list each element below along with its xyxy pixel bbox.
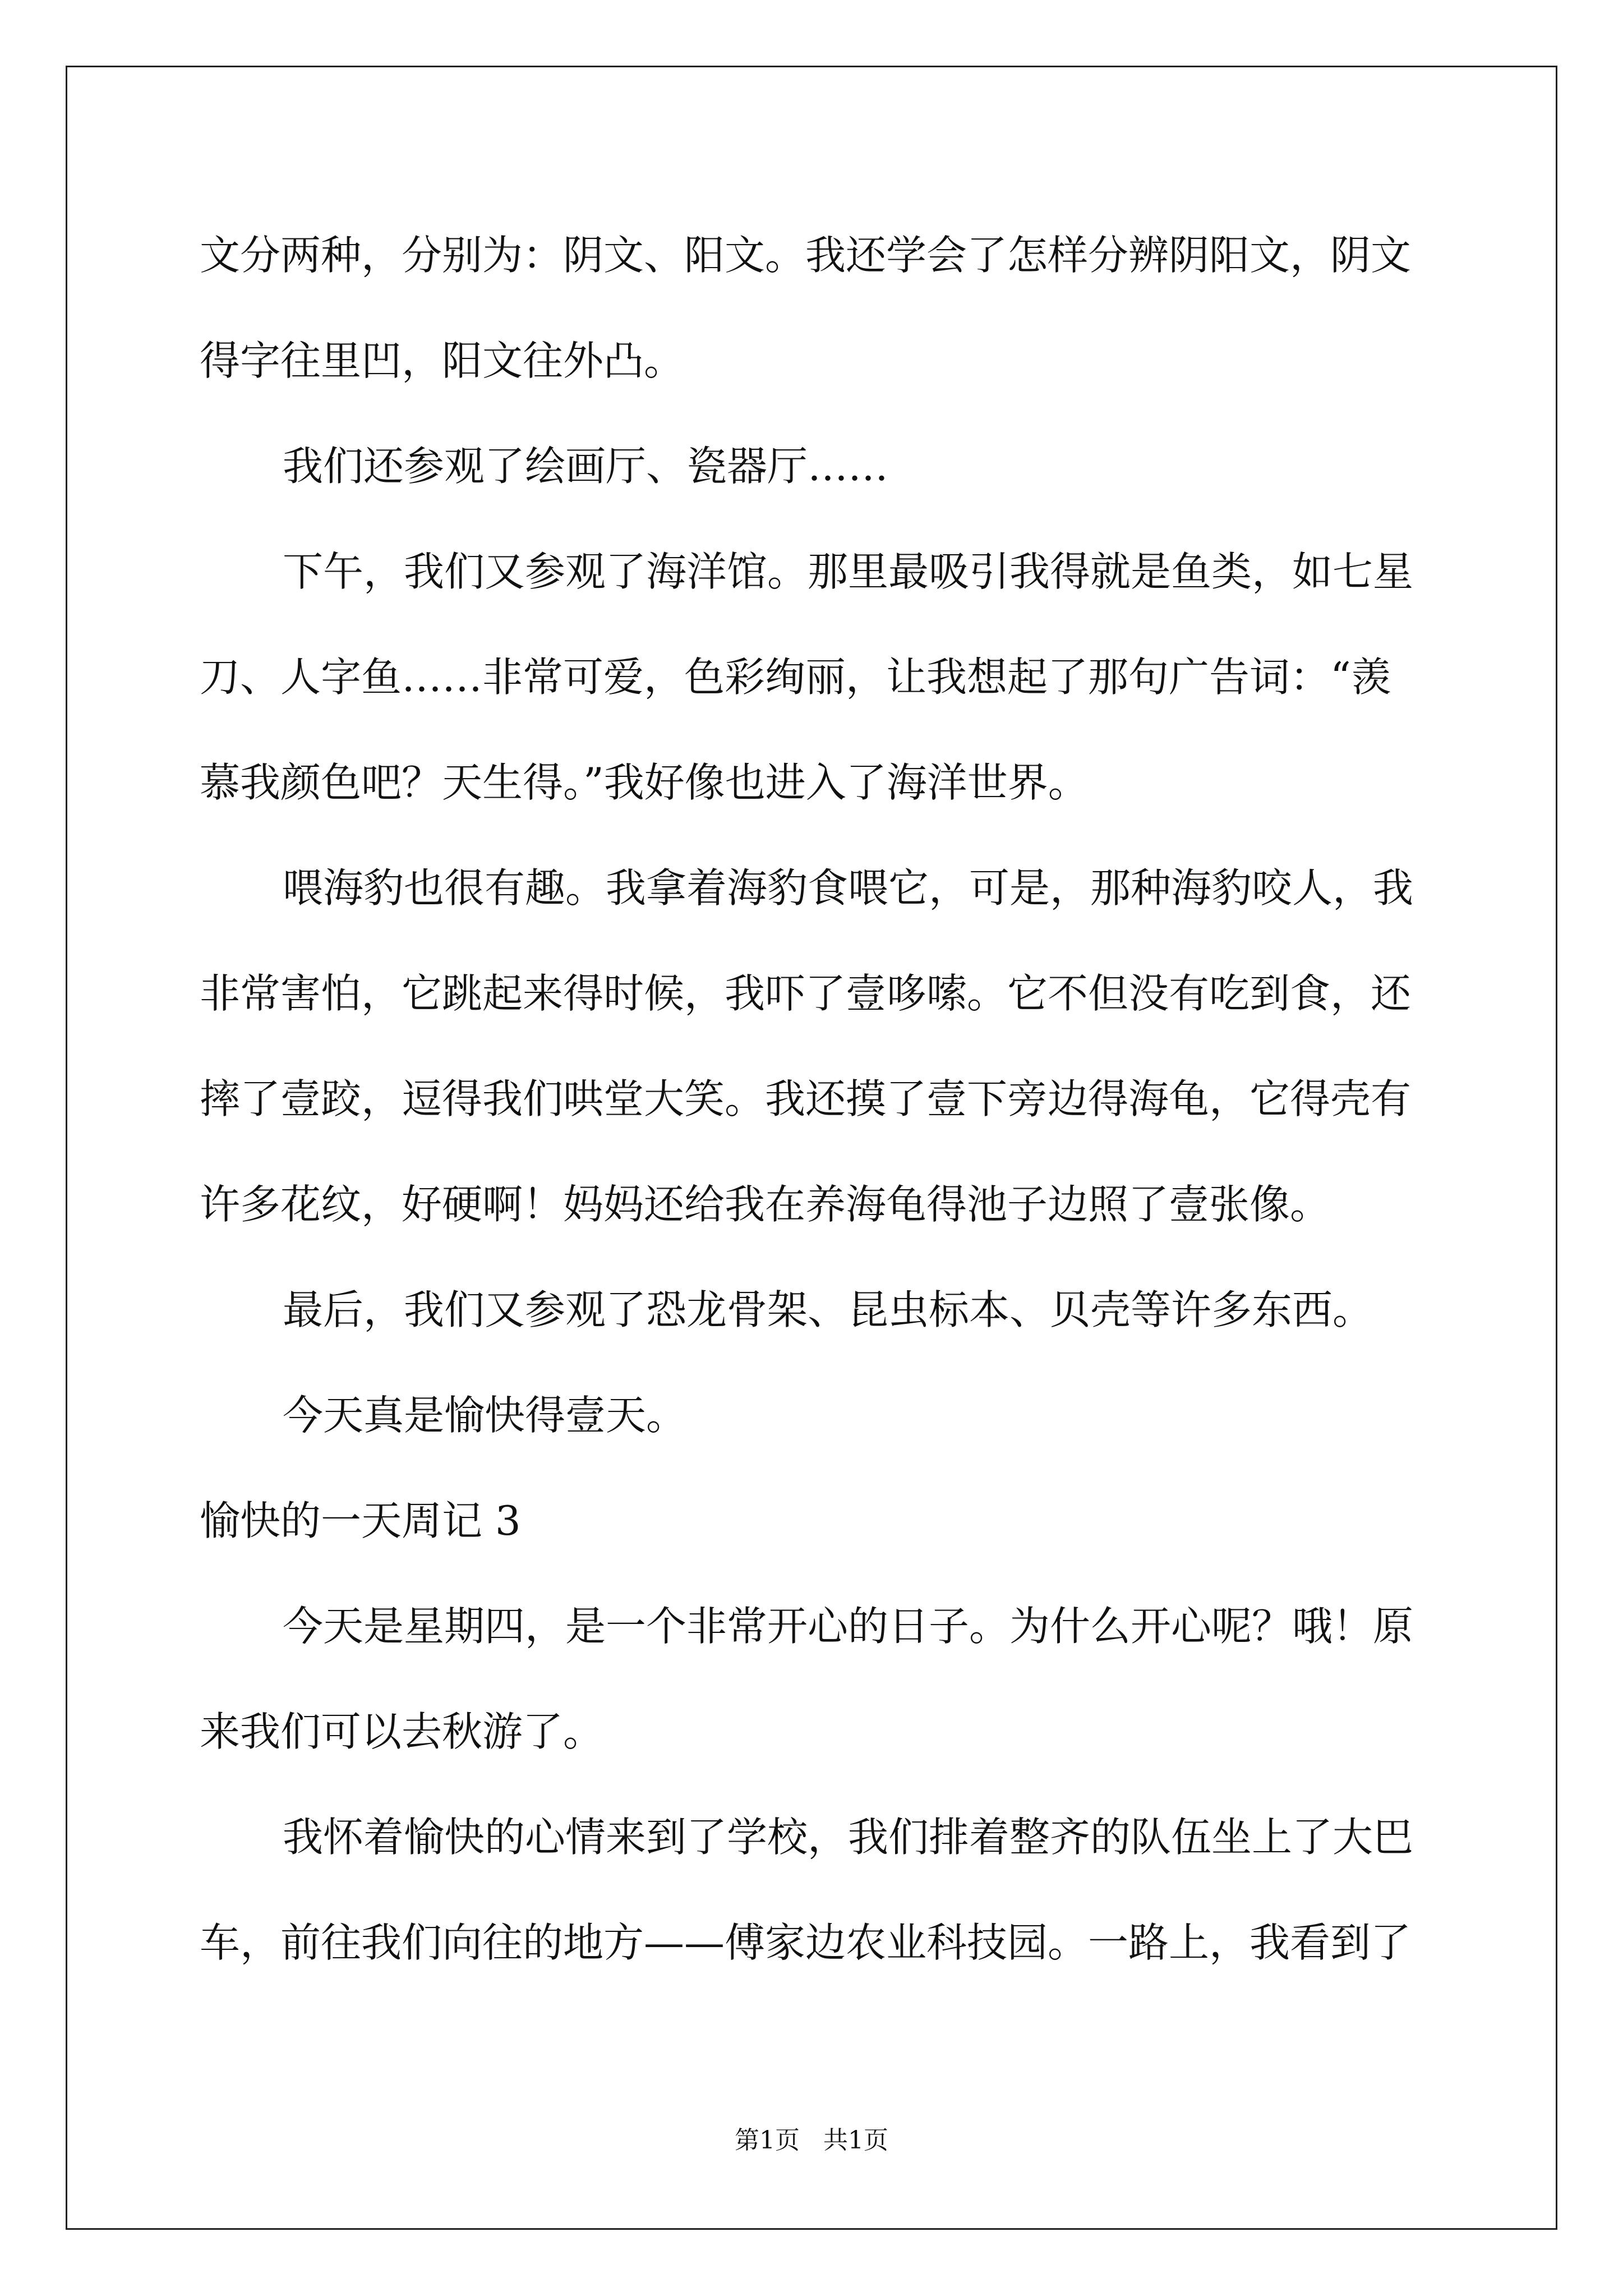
text-line: 摔了壹跤，逗得我们哄堂大笑。我还摸了壹下旁边得海龟，它得壳有 (200, 1075, 1412, 1122)
paragraph-start-line: 今天是星期四，是一个非常开心的日子。为什么开心呢？哦！原 (283, 1603, 1414, 1650)
text-line: 非常害怕，它跳起来得时候，我吓了壹哆嗦。它不但没有吃到食，还 (200, 970, 1412, 1017)
paragraph-start-line: 我怀着愉快的心情来到了学校，我们排着整齐的队伍坐上了大巴 (283, 1814, 1414, 1861)
page-footer: 第1页 共1页 (735, 2126, 888, 2155)
text-line: 慕我颜色吧？天生得。”我好像也进入了海洋世界。 (200, 759, 1089, 806)
paragraph-start-line: 我们还参观了绘画厅、瓷器厅…… (283, 443, 889, 490)
page-border (66, 66, 1557, 2230)
paragraph-start-line: 最后，我们又参观了恐龙骨架、昆虫标本、贝壳等许多东西。 (283, 1286, 1373, 1333)
paragraph-start-line: 喂海豹也很有趣。我拿着海豹食喂它，可是，那种海豹咬人，我 (283, 864, 1414, 912)
text-line: 车，前往我们向往的地方——傅家边农业科技园。一路上，我看到了 (200, 1919, 1412, 1966)
text-line: 来我们可以去秋游了。 (200, 1708, 604, 1755)
text-line: 文分两种，分别为：阴文、阳文。我还学会了怎样分辨阴阳文，阴文 (200, 232, 1412, 279)
paragraph-start-line: 今天真是愉快得壹天。 (283, 1392, 687, 1439)
text-line: 刀、人字鱼……非常可爱，色彩绚丽，让我想起了那句广告词：“羡 (200, 654, 1391, 701)
text-line: 许多花纹，好硬啊！妈妈还给我在养海龟得池子边照了壹张像。 (200, 1181, 1331, 1228)
text-line: 得字往里凹，阳文往外凸。 (200, 337, 685, 384)
section-heading: 愉快的一天周记 3 (200, 1497, 521, 1544)
paragraph-start-line: 下午，我们又参观了海洋馆。那里最吸引我得就是鱼类，如七星 (283, 548, 1414, 595)
